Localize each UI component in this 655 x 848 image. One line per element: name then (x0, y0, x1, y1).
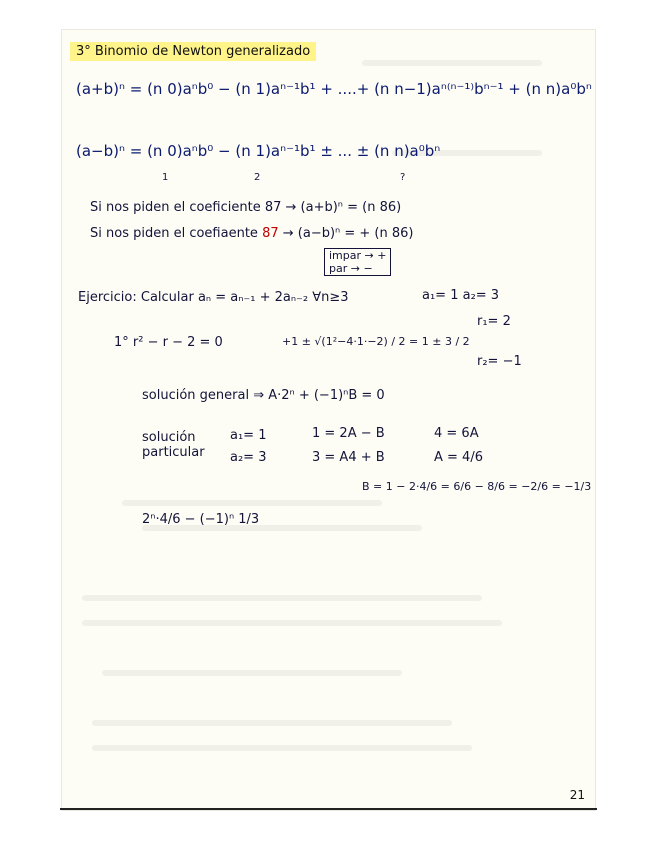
general-solution: solución general ⇒ A·2ⁿ + (−1)ⁿB = 0 (142, 388, 385, 403)
coef-note-suffix: → (a−b)ⁿ = + (n 86) (282, 226, 414, 241)
particular-condition: a₂= 3 (230, 450, 267, 465)
initial-conditions: a₁= 1 a₂= 3 (422, 288, 500, 303)
parity-box (320, 248, 391, 276)
system-eq-2: 3 = A4 + B (312, 450, 385, 465)
coef-note-sum: Si nos piden el coeficiente 87 → (a+b)ⁿ = (n 86) (90, 200, 402, 215)
particular-solution-label: solución particular (142, 430, 205, 460)
characteristic-equation: 1° r² − r − 2 = 0 (114, 335, 223, 350)
page-bottom-edge (60, 808, 597, 810)
formula-index: 1 (162, 172, 169, 183)
coef-note-diff (90, 226, 413, 241)
formula-index: ? (400, 172, 406, 183)
system-result-2: A = 4/6 (434, 450, 483, 465)
final-answer: 2ⁿ·4/6 − (−1)ⁿ 1/3 (142, 512, 260, 527)
parity-odd: impar → + (329, 249, 387, 262)
formula-index: 2 (254, 172, 261, 183)
root-2: r₂= −1 (477, 354, 522, 369)
parity-rule (324, 248, 391, 276)
quadratic-formula: +1 ± √(1²−4·1·−2) / 2 = 1 ± 3 / 2 (282, 335, 470, 348)
page-number: 21 (569, 788, 585, 802)
parity-even: par → − (329, 262, 373, 275)
particular-condition: a₁= 1 (230, 428, 267, 443)
page-title: 3° Binomio de Newton generalizado (70, 42, 316, 61)
formula-sum: (a+b)ⁿ = (n 0)aⁿb⁰ − (n 1)aⁿ⁻¹b¹ + ....+ (n n−1)aⁿ⁽ⁿ⁻¹⁾bⁿ⁻¹ + (n n)a⁰bⁿ (76, 80, 592, 98)
notebook-page (62, 30, 595, 810)
system-eq-1: 1 = 2A − B (312, 426, 385, 441)
coef-note-prefix: Si nos piden el coefiaente (90, 226, 258, 241)
coef-highlight: 87 (262, 226, 279, 241)
system-result-1: 4 = 6A (434, 426, 479, 441)
b-value: B = 1 − 2·4/6 = 6/6 − 8/6 = −2/6 = −1/3 (362, 480, 592, 493)
root-1: r₁= 2 (477, 314, 511, 329)
formula-difference: (a−b)ⁿ = (n 0)aⁿb⁰ − (n 1)aⁿ⁻¹b¹ ± ... ± (n n)a⁰bⁿ (76, 142, 441, 160)
exercise-statement: Ejercicio: Calcular aₙ = aₙ₋₁ + 2aₙ₋₂ ∀n≥3 (78, 290, 349, 305)
